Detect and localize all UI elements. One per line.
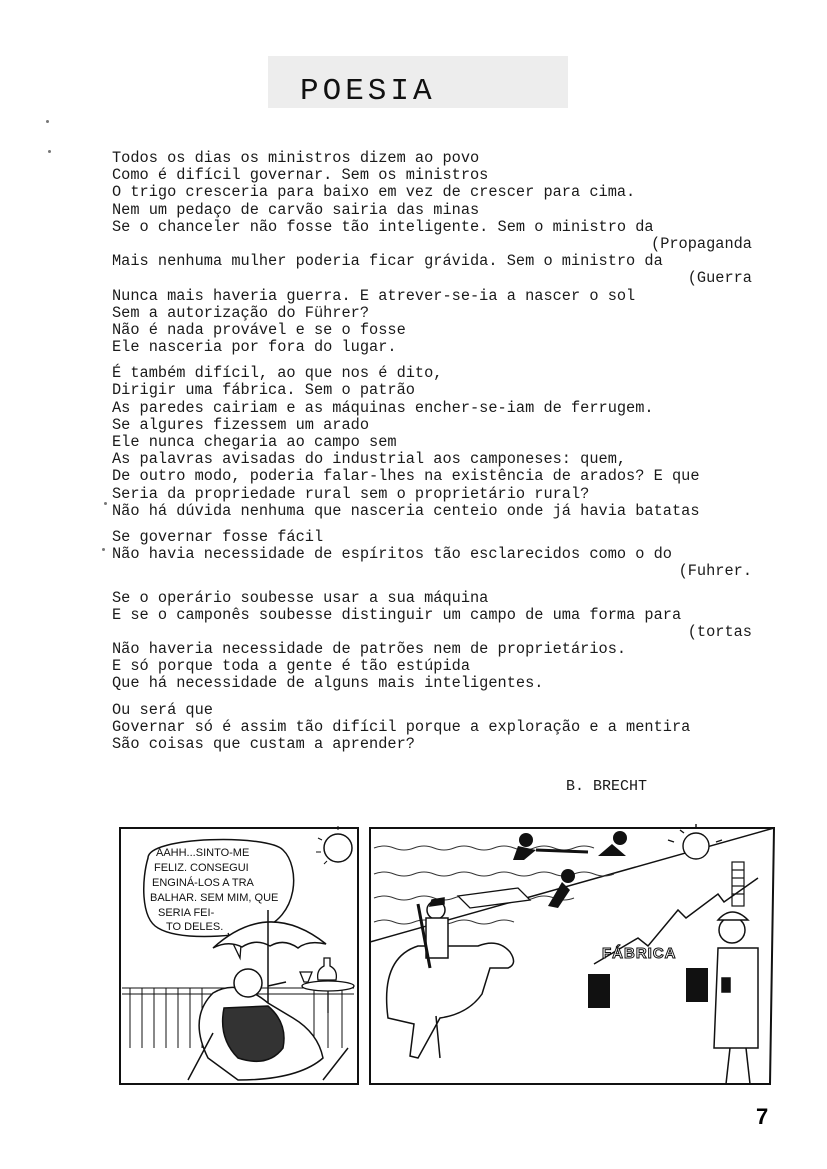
factory-door bbox=[686, 968, 708, 1002]
poem-line: De outro modo, poderia falar-lhes na existência de arados? E que bbox=[112, 467, 700, 486]
factory-door bbox=[588, 974, 610, 1008]
chimney-icon bbox=[732, 862, 744, 906]
poem-line: Não é nada provável e se o fosse bbox=[112, 320, 406, 339]
speech-line: FELIZ. CONSEGUI bbox=[154, 862, 249, 874]
scan-speck bbox=[104, 502, 107, 505]
poem-line: Não havia necessidade de espíritos tão esclarecidos como o do bbox=[112, 545, 672, 564]
poem-line: As palavras avisadas do industrial aos camponeses: quem, bbox=[112, 450, 627, 469]
author-signature: B. BRECHT bbox=[566, 778, 648, 795]
comic-strip bbox=[118, 818, 778, 1088]
speech-line: ENGINÁ-LOS A TRA bbox=[152, 877, 254, 889]
scan-speck bbox=[48, 150, 51, 153]
sun-icon bbox=[316, 826, 352, 864]
stanza-break bbox=[112, 693, 792, 702]
plough-icon bbox=[458, 888, 530, 908]
poem-line: Como é difícil governar. Sem os ministros bbox=[112, 166, 489, 185]
poem-line: Se governar fosse fácil bbox=[112, 527, 324, 546]
page-number: 7 bbox=[756, 1104, 769, 1129]
comic-panel-boss bbox=[120, 826, 358, 1084]
comic-panel-field-factory bbox=[370, 824, 774, 1084]
poem-line: Ele nunca chegaria ao campo sem bbox=[112, 433, 397, 451]
poem-line: Seria da propriedade rural sem o proprietário rural? bbox=[112, 484, 590, 503]
speech-line: AAHH...SINTO-ME bbox=[156, 847, 250, 859]
poem-line: Todos os dias os ministros dizem ao povo bbox=[112, 149, 480, 167]
poem-line: Se o operário soubesse usar a sua máquina bbox=[112, 588, 489, 607]
factory-sign: FÁBRICA bbox=[602, 945, 677, 962]
poem-line: Se algures fizessem um arado bbox=[112, 415, 370, 434]
poem-line: Se o chanceler não fosse tão inteligente. Sem o ministro da bbox=[112, 217, 654, 236]
poem-body bbox=[112, 150, 792, 753]
guard-figure bbox=[714, 912, 758, 1084]
poem-line: Sem a autorização do Führer? bbox=[112, 303, 370, 322]
poem-line: Ou será que bbox=[112, 700, 213, 719]
poem-line: Não haveria necessidade de patrões nem de proprietários. bbox=[112, 640, 627, 659]
poem-line: Ele nasceria por fora do lugar. bbox=[112, 338, 397, 357]
table-with-bottle bbox=[300, 958, 354, 1013]
poem-line: E se o camponês soubesse distinguir um campo de uma forma para bbox=[112, 605, 682, 624]
poem-line-continuation: (tortas bbox=[687, 622, 752, 641]
sun-icon bbox=[668, 824, 722, 859]
poem-line: Mais nenhuma mulher poderia ficar grávida. Sem o ministro da bbox=[112, 252, 663, 271]
speech-line: BALHAR. SEM MIM, QUE bbox=[150, 892, 279, 904]
poem-line: São coisas que custam a aprender? bbox=[112, 735, 415, 753]
poem-line: E só porque toda a gente é tão estúpida bbox=[112, 657, 471, 676]
poem-line: As paredes cairiam e as máquinas encher-se-iam de ferrugem. bbox=[112, 398, 654, 417]
scan-speck bbox=[102, 548, 105, 551]
poem-line-continuation: (Guerra bbox=[687, 269, 752, 288]
poem-line: É também difícil, ao que nos é dito, bbox=[112, 364, 443, 383]
speech-line: TO DELES. bbox=[166, 921, 224, 933]
poem-line: Que há necessidade de alguns mais inteligentes. bbox=[112, 674, 544, 693]
poem-line: Dirigir uma fábrica. Sem o patrão bbox=[112, 381, 415, 400]
poem-line: Não há dúvida nenhuma que nasceria centeio onde já havia batatas bbox=[112, 501, 700, 520]
poem-line: Governar só é assim tão difícil porque a exploração e a mentira bbox=[112, 717, 691, 736]
page-title: POESIA bbox=[300, 74, 436, 109]
poem-line-continuation: (Propaganda bbox=[651, 234, 752, 253]
poem-line-continuation: (Fuhrer. bbox=[678, 562, 752, 581]
speech-line: SERIA FEI- bbox=[158, 907, 215, 919]
poem-line: O trigo cresceria para baixo em vez de crescer para cima. bbox=[112, 183, 636, 202]
scan-speck bbox=[46, 120, 49, 123]
poem-line: Nem um pedaço de carvão sairia das minas bbox=[112, 200, 480, 219]
poem-line: Nunca mais haveria guerra. E atrever-se-ia a nascer o sol bbox=[112, 286, 636, 305]
